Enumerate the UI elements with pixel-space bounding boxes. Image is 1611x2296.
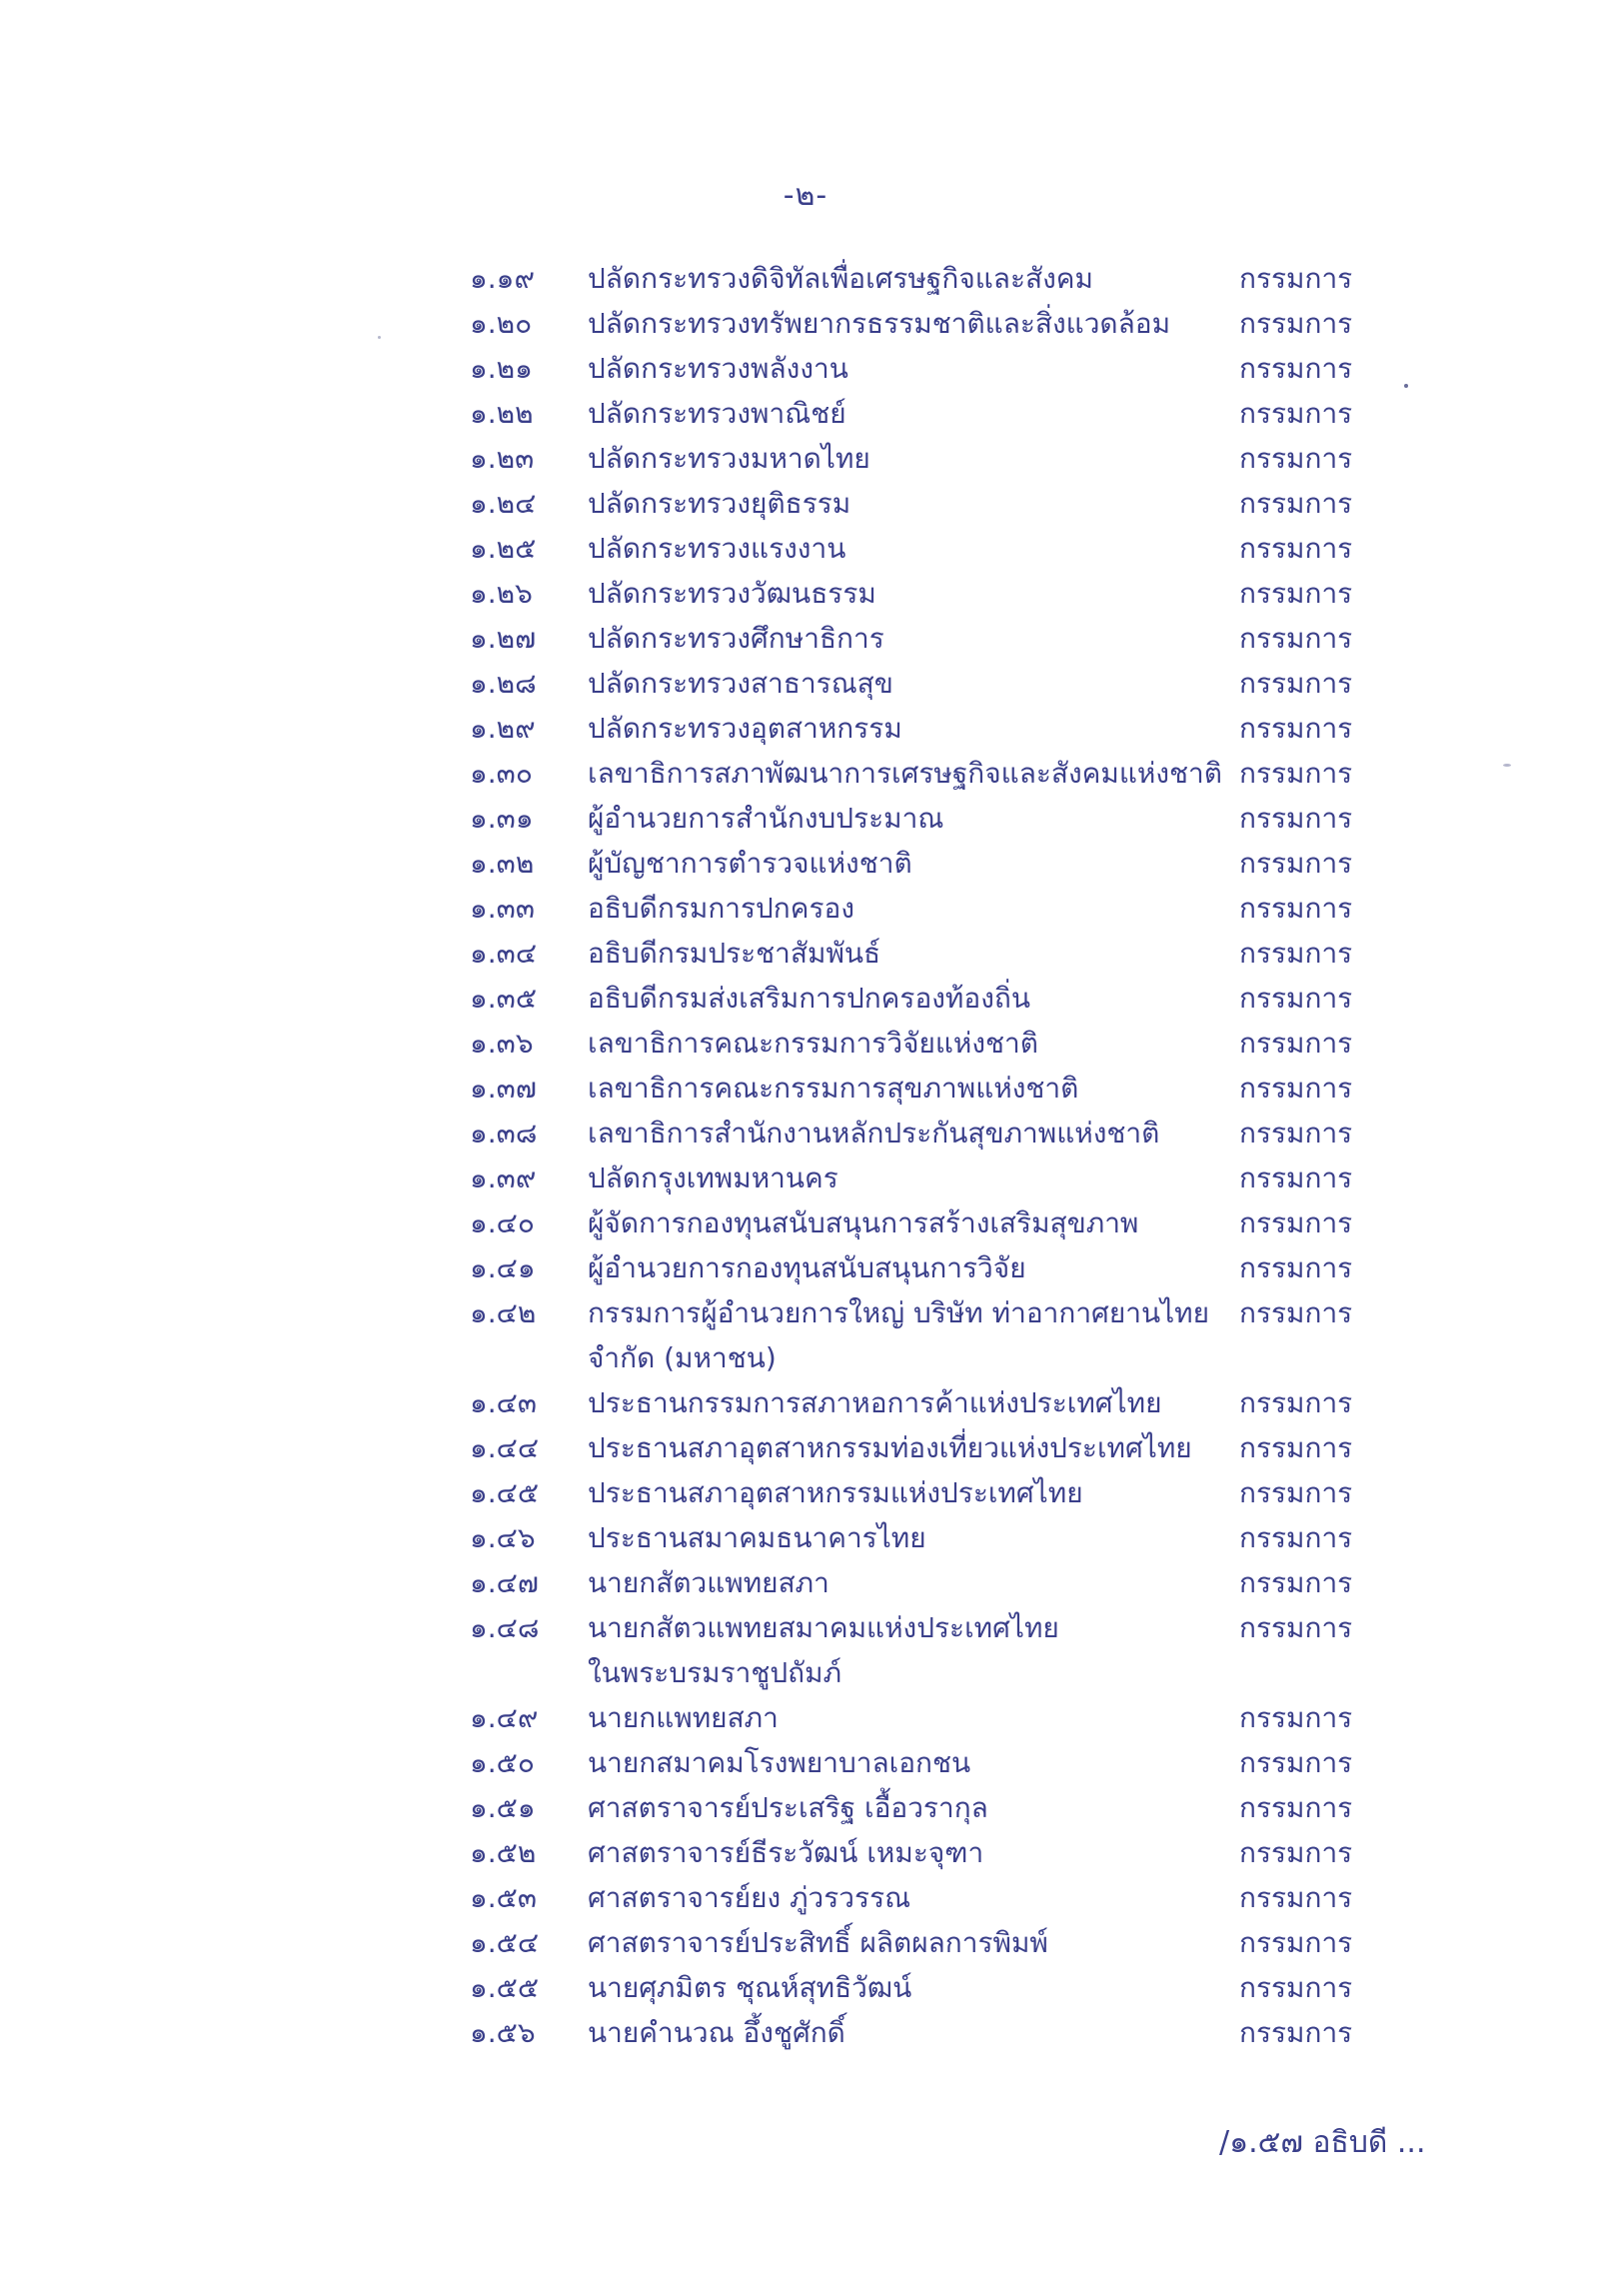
item-number: ๑.๔๙ [470,1701,539,1734]
member-title [588,706,1239,751]
item-number: ๑.๓๓ [470,892,535,925]
scan-speck [1404,384,1408,388]
member-title-line: ผู้บัญชาการตำรวจแห่งชาติ [588,847,912,880]
member-title [588,1380,1239,1425]
member-title [588,1111,1239,1155]
item-number: ๑.๕๔ [470,1926,540,1959]
list-item [470,391,1389,436]
member-title-line: นายกแพทยสภา [588,1701,779,1734]
item-number: ๑.๔๓ [470,1386,538,1419]
member-role: กรรมการ [1239,1701,1353,1734]
list-item [470,256,1389,301]
list-item [470,1200,1389,1245]
member-title-line: ประธานสภาอุตสาหกรรมท่องเที่ยวแห่งประเทศไทย [588,1431,1192,1464]
member-role: กรรมการ [1239,1251,1353,1284]
list-item [470,2010,1389,2055]
member-title [588,661,1239,706]
member-role: กรรมการ [1239,397,1353,430]
member-title [588,1155,1239,1200]
list-item [470,1066,1389,1111]
item-number: ๑.๓๐ [470,757,533,790]
member-role: กรรมการ [1239,577,1353,610]
member-title [588,1425,1239,1470]
item-number: ๑.๒๙ [470,712,536,745]
scan-speck [378,336,381,339]
member-role: กรรมการ [1239,1072,1353,1105]
member-role: กรรมการ [1239,487,1353,520]
member-role: กรรมการ [1239,1431,1353,1464]
member-title [588,1290,1239,1380]
item-number: ๑.๒๐ [470,307,533,340]
member-title-line: อธิบดีกรมประชาสัมพันธ์ [588,937,881,970]
member-title [588,1470,1239,1515]
member-title [588,1245,1239,1290]
member-title [588,1785,1239,1830]
member-role: กรรมการ [1239,1836,1353,1869]
item-number: ๑.๕๕ [470,1971,540,2004]
member-title-line: เลขาธิการสภาพัฒนาการเศรษฐกิจและสังคมแห่งชาติ [588,757,1222,790]
member-role: กรรมการ [1239,847,1353,880]
item-number: ๑.๓๔ [470,937,538,970]
item-number: ๑.๔๔ [470,1431,540,1464]
member-role: กรรมการ [1239,2016,1353,2049]
list-item [470,346,1389,391]
member-title [588,751,1239,796]
member-role: กรรมการ [1239,1746,1353,1779]
member-role: กรรมการ [1239,892,1353,925]
member-title [588,301,1239,346]
member-title [588,1965,1239,2010]
list-item [470,1740,1389,1785]
member-role: กรรมการ [1239,262,1353,295]
list-item [470,1245,1389,1290]
member-title-line: อธิบดีกรมส่งเสริมการปกครองท้องถิ่น [588,982,1030,1015]
item-number: ๑.๒๑ [470,352,533,385]
scan-speck [1503,764,1511,767]
item-number: ๑.๔๖ [470,1521,536,1554]
member-title-line: ปลัดกรุงเทพมหานคร [588,1161,838,1194]
list-item [470,1605,1389,1695]
member-title [588,391,1239,436]
member-title-line: อธิบดีกรมการปกครอง [588,892,855,925]
member-title [588,616,1239,661]
member-title-line: ผู้อำนวยการสำนักงบประมาณ [588,802,944,835]
member-title-line: ปลัดกระทรวงดิจิทัลเพื่อเศรษฐกิจและสังคม [588,262,1093,295]
list-item [470,1785,1389,1830]
list-item [470,1875,1389,1920]
member-title-line: ปลัดกระทรวงพลังงาน [588,352,848,385]
item-number: ๑.๑๙ [470,262,535,295]
item-number: ๑.๓๗ [470,1072,537,1105]
item-number: ๑.๔๒ [470,1296,537,1329]
member-title-line: ผู้อำนวยการกองทุนสนับสนุนการวิจัย [588,1251,1026,1284]
member-role: กรรมการ [1239,1566,1353,1599]
list-item [470,616,1389,661]
list-item [470,1380,1389,1425]
list-item [470,751,1389,796]
member-title-line: จำกัด (มหาชน) [588,1341,777,1374]
member-title-line: ศาสตราจารย์ประเสริฐ เอื้อวรากุล [588,1791,988,1824]
item-number: ๑.๓๑ [470,802,534,835]
member-title [588,571,1239,616]
member-title [588,1560,1239,1605]
list-item [470,1920,1389,1965]
member-title-line: นายศุภมิตร ชุณห์สุทธิวัฒน์ [588,1971,912,2004]
member-role: กรรมการ [1239,1296,1353,1329]
member-role: กรรมการ [1239,1027,1353,1060]
list-item [470,1695,1389,1740]
member-role: กรรมการ [1239,757,1353,790]
member-role: กรรมการ [1239,352,1353,385]
list-item [470,841,1389,886]
item-number: ๑.๔๑ [470,1251,536,1284]
list-item [470,1155,1389,1200]
member-role: กรรมการ [1239,667,1353,700]
member-title-line: ปลัดกระทรวงวัฒนธรรม [588,577,876,610]
member-title-line: ปลัดกระทรวงพาณิชย์ [588,397,846,430]
member-role: กรรมการ [1239,622,1353,655]
member-title [588,481,1239,526]
item-number: ๑.๕๐ [470,1746,535,1779]
member-title-line: นายกสัตวแพทยสภา [588,1566,829,1599]
item-number: ๑.๔๗ [470,1566,539,1599]
member-role: กรรมการ [1239,1521,1353,1554]
item-number: ๑.๒๗ [470,622,537,655]
item-number: ๑.๒๓ [470,442,535,475]
list-item [470,1021,1389,1066]
member-title-line: นายกสมาคมโรงพยาบาลเอกชน [588,1746,971,1779]
item-number: ๑.๒๖ [470,577,533,610]
member-title [588,976,1239,1021]
item-number: ๑.๕๒ [470,1836,537,1869]
member-title [588,1875,1239,1920]
member-role: กรรมการ [1239,802,1353,835]
member-title [588,886,1239,931]
member-title-line: เลขาธิการคณะกรรมการวิจัยแห่งชาติ [588,1027,1038,1060]
member-title [588,346,1239,391]
list-item [470,1425,1389,1470]
item-number: ๑.๔๕ [470,1476,540,1509]
member-title [588,1920,1239,1965]
continuation-note: /๑.๕๗ อธิบดี ... [1219,2125,1426,2160]
member-title [588,796,1239,841]
list-item [470,481,1389,526]
member-role: กรรมการ [1239,1926,1353,1959]
member-title-line: ปลัดกระทรวงยุติธรรม [588,487,851,520]
list-item [470,436,1389,481]
item-number: ๑.๔๘ [470,1611,540,1644]
list-item [470,301,1389,346]
member-title [588,931,1239,976]
member-title [588,436,1239,481]
member-title-line: กรรมการผู้อำนวยการใหญ่ บริษัท ท่าอากาศยานไทย [588,1296,1210,1329]
item-number: ๑.๒๘ [470,667,537,700]
item-number: ๑.๓๙ [470,1161,537,1194]
member-title-line: ปลัดกระทรวงทรัพยากรธรรมชาติและสิ่งแวดล้อม [588,307,1171,340]
member-role: กรรมการ [1239,937,1353,970]
item-number: ๑.๓๘ [470,1117,538,1149]
member-role: กรรมการ [1239,1881,1353,1914]
member-title [588,1695,1239,1740]
member-role: กรรมการ [1239,1117,1353,1149]
member-role: กรรมการ [1239,1386,1353,1419]
member-title-line: ประธานสภาอุตสาหกรรมแห่งประเทศไทย [588,1476,1083,1509]
list-item [470,571,1389,616]
member-role: กรรมการ [1239,712,1353,745]
item-number: ๑.๕๑ [470,1791,536,1824]
list-item [470,526,1389,571]
item-number: ๑.๓๒ [470,847,535,880]
member-title [588,841,1239,886]
member-title-line: ปลัดกระทรวงแรงงาน [588,532,846,565]
list-item [470,886,1389,931]
member-title [588,1830,1239,1875]
list-item [470,1111,1389,1155]
member-title [588,1740,1239,1785]
member-title [588,1021,1239,1066]
list-item [470,931,1389,976]
member-title-line: ศาสตราจารย์ประสิทธิ์ ผลิตผลการพิมพ์ [588,1926,1048,1959]
list-item [470,1515,1389,1560]
member-title-line: ในพระบรมราชูปถัมภ์ [588,1656,842,1689]
member-role: กรรมการ [1239,307,1353,340]
member-role: กรรมการ [1239,442,1353,475]
item-number: ๑.๒๔ [470,487,537,520]
member-role: กรรมการ [1239,532,1353,565]
list-item [470,661,1389,706]
member-title-line: ปลัดกระทรวงมหาดไทย [588,442,870,475]
list-item [470,1470,1389,1515]
member-title-line: ปลัดกระทรวงศึกษาธิการ [588,622,884,655]
member-title-line: เลขาธิการสำนักงานหลักประกันสุขภาพแห่งชาติ [588,1117,1160,1149]
member-role: กรรมการ [1239,1206,1353,1239]
list-item [470,1965,1389,2010]
member-title-line: ประธานกรรมการสภาหอการค้าแห่งประเทศไทย [588,1386,1162,1419]
item-number: ๑.๕๓ [470,1881,538,1914]
member-title [588,1200,1239,1245]
item-number: ๑.๓๕ [470,982,538,1015]
member-role: กรรมการ [1239,1791,1353,1824]
member-title-line: ปลัดกระทรวงอุตสาหกรรม [588,712,902,745]
member-title [588,526,1239,571]
member-title-line: เลขาธิการคณะกรรมการสุขภาพแห่งชาติ [588,1072,1079,1105]
list-item [470,1290,1389,1380]
list-item [470,976,1389,1021]
member-title [588,1515,1239,1560]
page-number: -๒- [783,178,828,213]
member-title [588,1605,1239,1695]
member-role: กรรมการ [1239,982,1353,1015]
member-role: กรรมการ [1239,1476,1353,1509]
member-title-line: ศาสตราจารย์ธีระวัฒน์ เหมะจุฑา [588,1836,984,1869]
member-title [588,256,1239,301]
item-number: ๑.๔๐ [470,1206,535,1239]
member-role: กรรมการ [1239,1611,1353,1644]
list-item [470,1560,1389,1605]
committee-list [470,256,1389,2055]
member-title-line: ปลัดกระทรวงสาธารณสุข [588,667,893,700]
list-item [470,796,1389,841]
member-role: กรรมการ [1239,1161,1353,1194]
member-title [588,2010,1239,2055]
item-number: ๑.๒๕ [470,532,537,565]
item-number: ๑.๒๒ [470,397,534,430]
member-title-line: ประธานสมาคมธนาคารไทย [588,1521,926,1554]
member-title-line: ผู้จัดการกองทุนสนับสนุนการสร้างเสริมสุขภาพ [588,1206,1139,1239]
member-title-line: นายกสัตวแพทยสมาคมแห่งประเทศไทย [588,1611,1059,1644]
list-item [470,1830,1389,1875]
item-number: ๑.๕๖ [470,2016,536,2049]
member-role: กรรมการ [1239,1971,1353,2004]
item-number: ๑.๓๖ [470,1027,534,1060]
member-title-line: ศาสตราจารย์ยง ภู่วรวรรณ [588,1881,911,1914]
member-title [588,1066,1239,1111]
list-item [470,706,1389,751]
member-title-line: นายคำนวณ อึ้งชูศักดิ์ [588,2016,845,2049]
